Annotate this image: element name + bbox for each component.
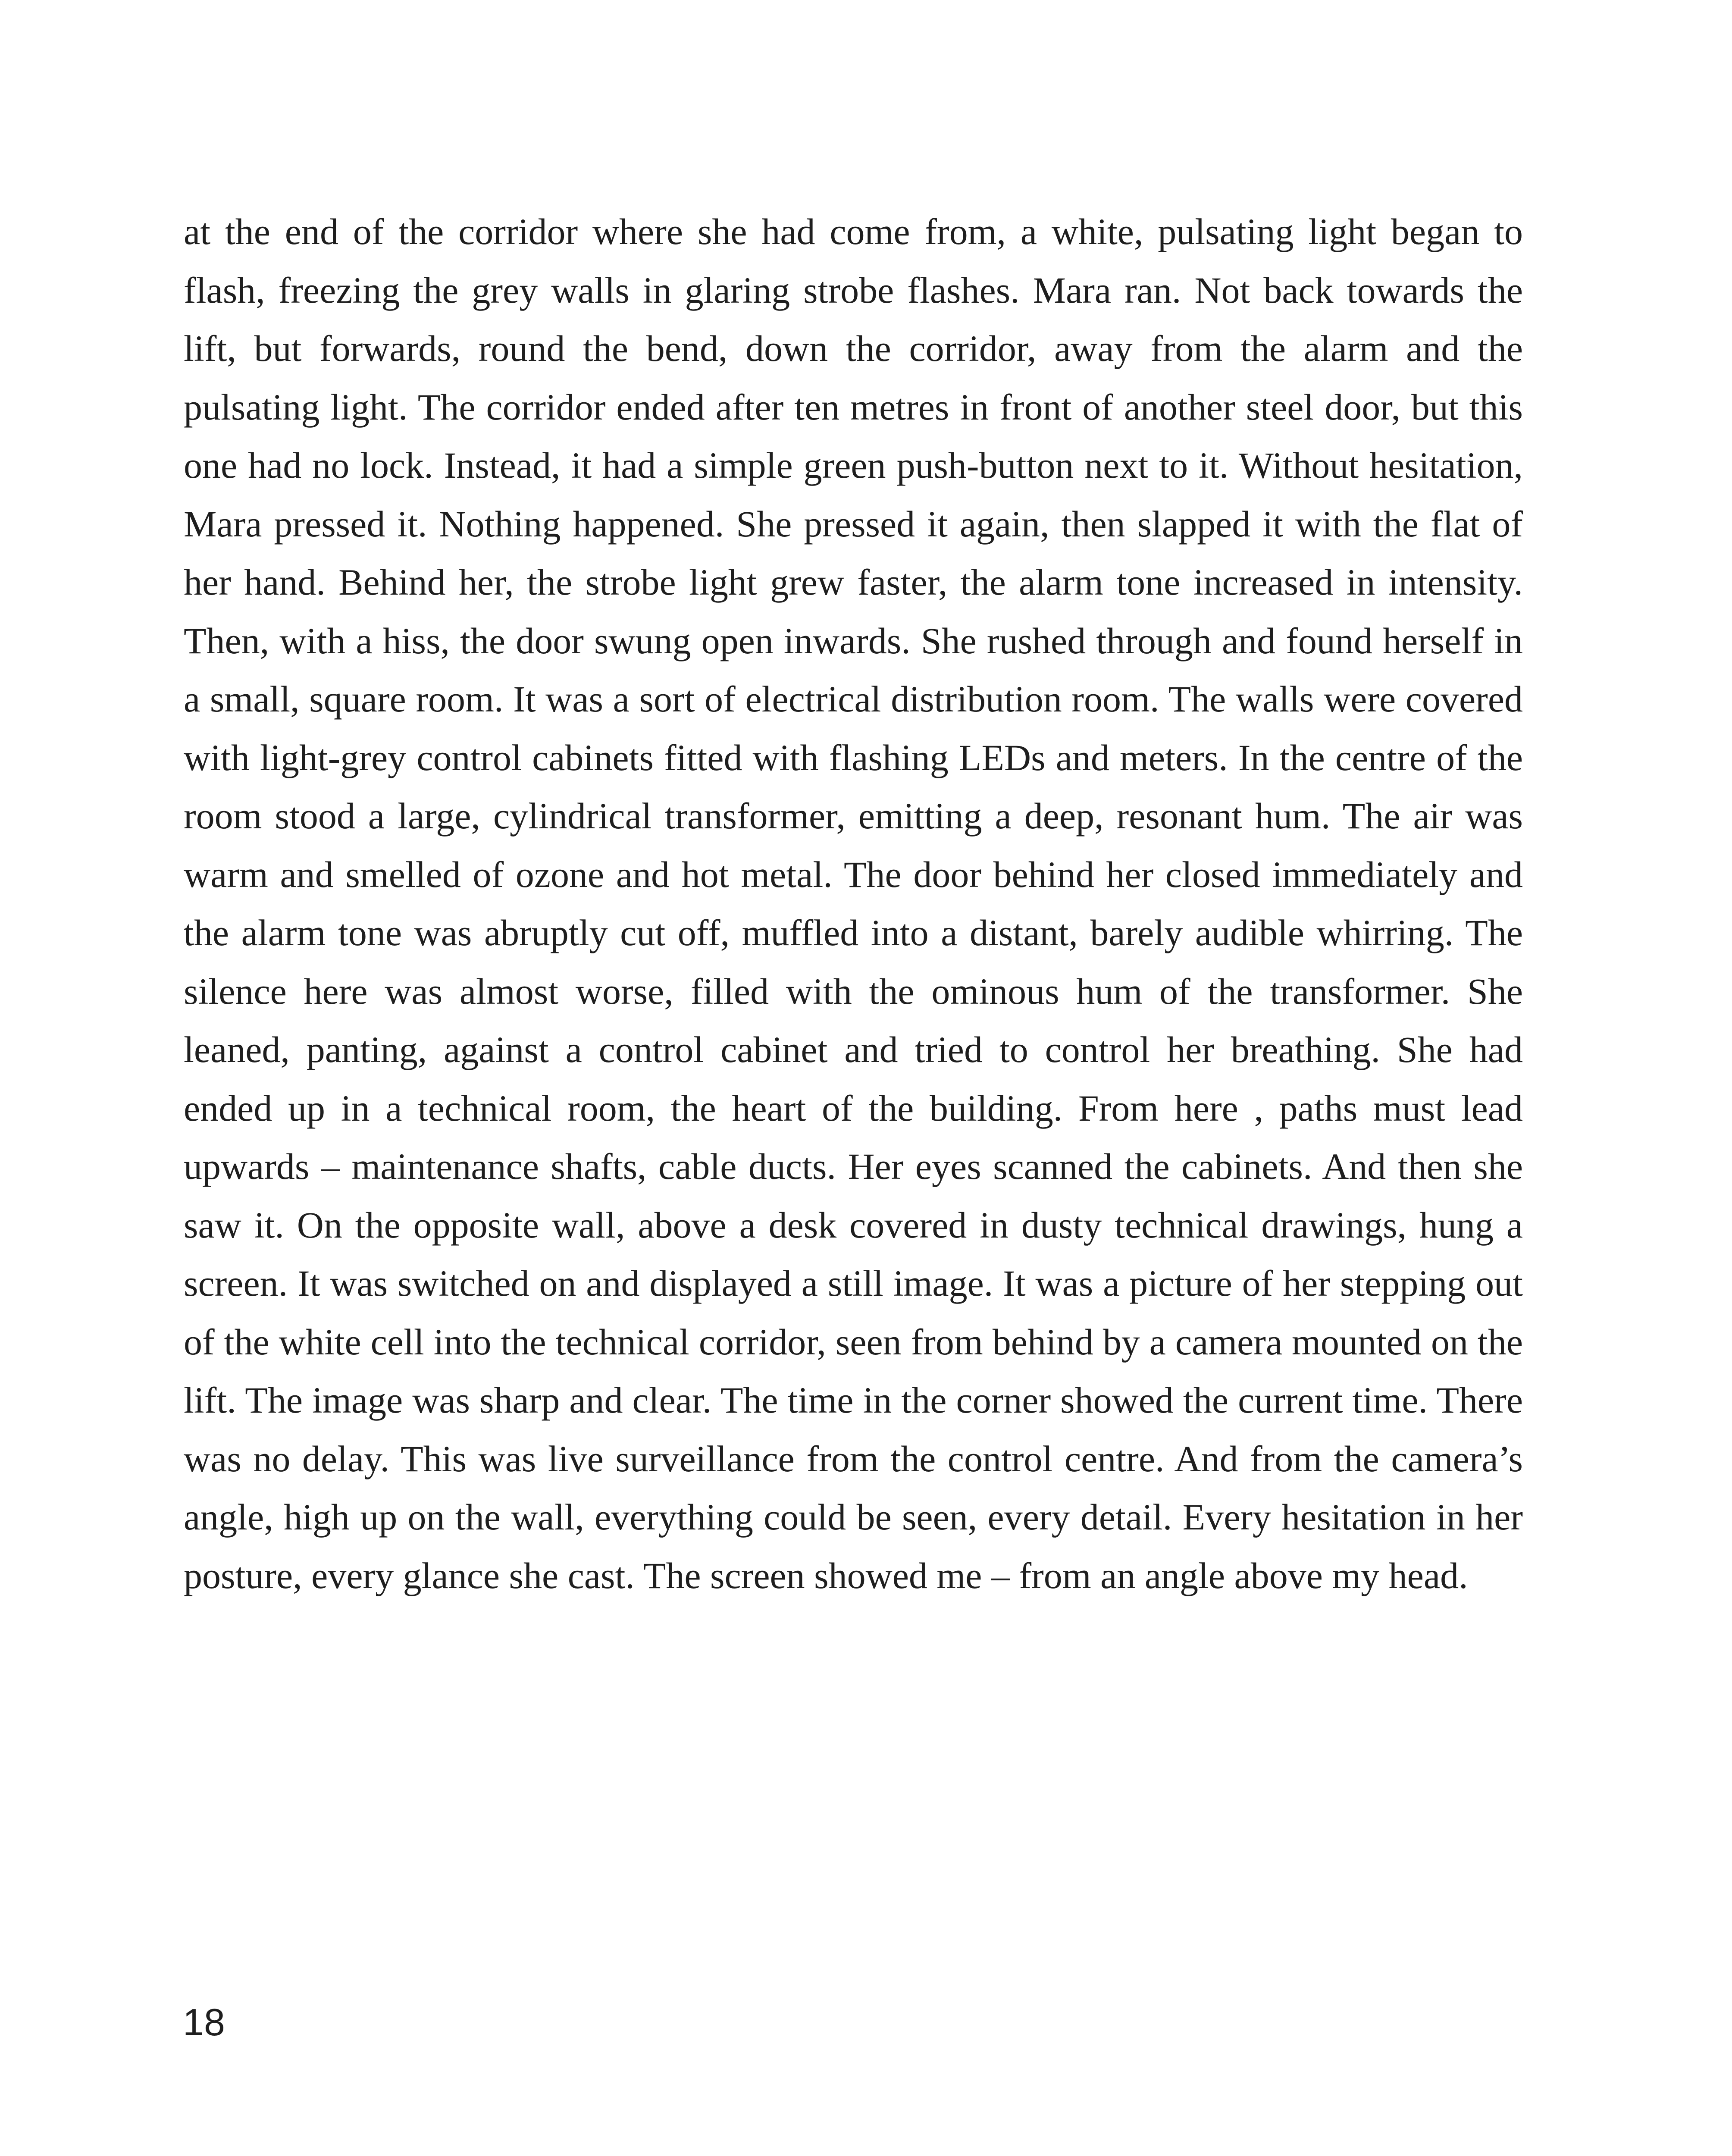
page-number: 18 — [183, 2001, 225, 2043]
body-paragraph: at the end of the corridor where she had come from, a white, pulsating light began to flash, freezing the grey walls in glaring strobe flashes. Mara ran. Not back towards the lift, but forwards, round the bend, down the corridor, away from the alarm and the pulsating light. The corridor ended after ten metres in front of another steel door, but this one had no lock. Instead, it had a simple green push-button next to it. Without hesitation, Mara pressed it. Nothing happened. She pressed it again, then slapped it with the flat of her hand. Behind her, the strobe light grew faster, the alarm tone increased in intensity. Then, with a hiss, the door swung open inwards. She rushed through and found herself in a small, square room. It was a sort of electrical distribution room. The walls were covered with light-grey control cabinets fitted with flashing LEDs and meters. In the centre of the room stood a large, cylindrical transformer, emitting a deep, resonant hum. The air was warm and smelled of ozone and hot metal. The door behind her closed immediately and the alarm tone was abruptly cut off, muffled into a distant, barely audible whirring. The silence here was almost worse, filled with the ominous hum of the transformer. She leaned, panting, against a control cabinet and tried to control her breathing. She had ended up in a technical room, the heart of the building. From here , paths must lead upwards – maintenance shafts, cable ducts. Her eyes scanned the cabinets. And then she saw it. On the opposite wall, above a desk covered in dusty technical drawings, hung a screen. It was switched on and displayed a still image. It was a picture of her stepping out of the white cell into the technical corridor, seen from behind by a camera mounted on the lift. The image was sharp and clear. The time in the corner showed the current time. There was no delay. This was live surveillance from the control centre. And from the camera’s angle, high up on the wall, everything could be seen, every detail. Every hesitation in her posture, every glance she cast. The screen showed me – from an angle above my head. — [184, 211, 1523, 1596]
